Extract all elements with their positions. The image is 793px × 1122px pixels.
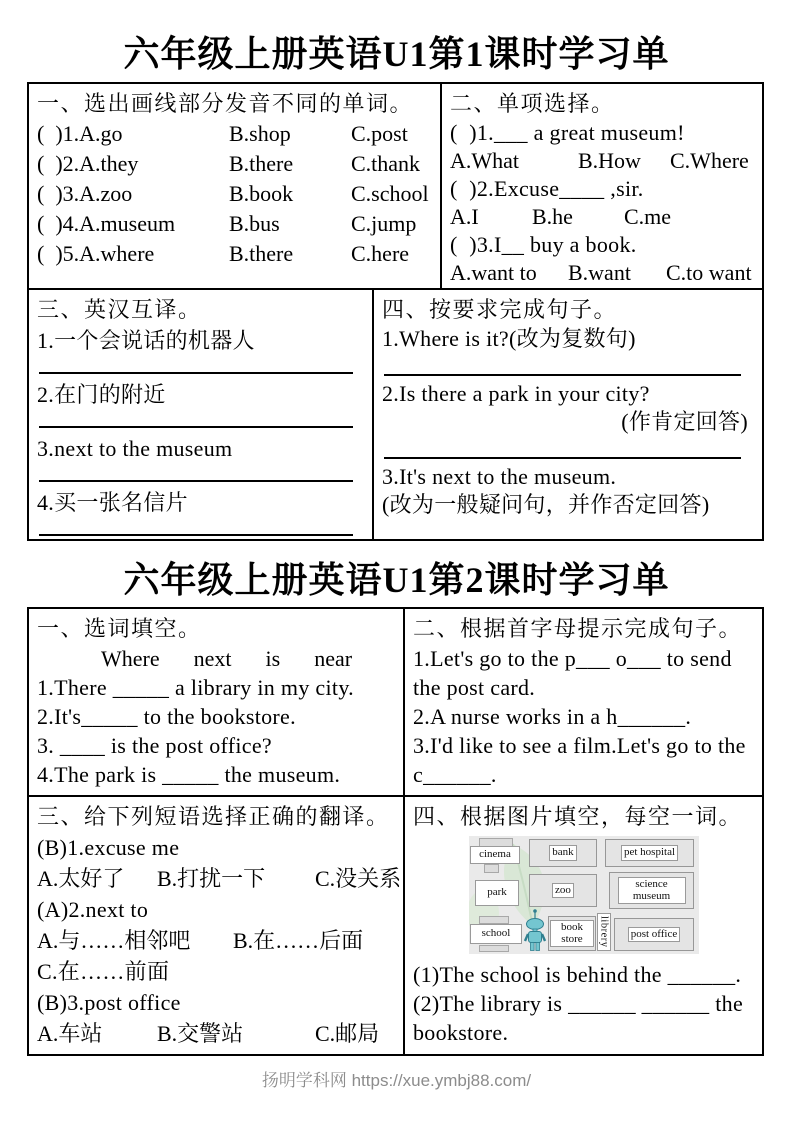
map-label-bank: bank bbox=[549, 845, 576, 861]
robot-icon bbox=[523, 908, 547, 952]
option-c: C.jump bbox=[351, 211, 417, 236]
answer-blank bbox=[384, 436, 741, 459]
worksheet1-table bbox=[27, 82, 764, 541]
translation-item: 2.在门的附近 bbox=[37, 382, 166, 407]
map-label-science-museum: science museum bbox=[618, 877, 686, 904]
option-c: C.post bbox=[351, 121, 408, 146]
map-label-library: librery bbox=[597, 913, 611, 951]
worksheet2-row2 bbox=[29, 795, 762, 1056]
section-picture-fill-header: 四、根据图片填空，每空一词。 bbox=[413, 804, 743, 829]
pet-hospital-building bbox=[605, 839, 694, 867]
option-b: B.bus bbox=[229, 211, 280, 236]
worksheet1-row1 bbox=[29, 84, 762, 288]
section-phonics bbox=[29, 84, 442, 288]
phonics-item bbox=[37, 239, 432, 269]
map-building bbox=[484, 864, 499, 873]
option-a: A.want to bbox=[450, 260, 537, 285]
option-b: B.he bbox=[532, 204, 573, 229]
option-a: ( )5.A.where bbox=[37, 241, 155, 266]
option-line bbox=[450, 259, 754, 287]
footer-credit: 扬明学科网 https://xue.ymbj88.com/ bbox=[261, 1071, 532, 1090]
section-phonics-header: 一、选出画线部分发音不同的单词。 bbox=[37, 91, 414, 116]
option-a: A.太好了 bbox=[37, 866, 125, 891]
post-office-building bbox=[614, 918, 694, 951]
phrase-line: (A)2.next to bbox=[37, 897, 149, 922]
town-map bbox=[469, 836, 699, 954]
translation-item: 3.next to the museum bbox=[37, 436, 233, 461]
option-a: A.车站 bbox=[37, 1021, 103, 1046]
question-note: (改为一般疑问句，并作否定回答) bbox=[382, 492, 710, 517]
option-a: A.What bbox=[450, 148, 520, 173]
section-multiple-choice-header: 二、单项选择。 bbox=[450, 91, 615, 116]
option-b: B.want bbox=[568, 260, 631, 285]
option-line bbox=[37, 863, 402, 894]
phrase-line: (B)1.excuse me bbox=[37, 835, 180, 860]
translation-item: 4.买一张名信片 bbox=[37, 490, 188, 515]
answer-blank bbox=[384, 353, 741, 376]
science-museum-building bbox=[609, 872, 694, 909]
fill-item: 2.It's_____ to the bookstore. bbox=[37, 704, 296, 729]
option-a: ( )1.A.go bbox=[37, 121, 123, 146]
section-word-fill-header: 一、选词填空。 bbox=[37, 616, 202, 641]
section-phrase-translation bbox=[29, 797, 405, 1056]
option-b: B.there bbox=[229, 241, 294, 266]
question-line: 2.Is there a park in your city? bbox=[382, 381, 650, 406]
fill-item: 4.The park is _____ the museum. bbox=[37, 762, 341, 787]
map-label-school: school bbox=[470, 924, 522, 944]
word-bank-item: near bbox=[314, 646, 353, 671]
answer-blank bbox=[384, 519, 741, 541]
section-picture-fill bbox=[405, 797, 762, 1056]
sentence-item: 2.A nurse works in a h______. bbox=[413, 704, 692, 729]
answer-blank bbox=[39, 518, 353, 536]
option-line bbox=[37, 925, 395, 956]
answer-blank bbox=[39, 356, 353, 374]
option-b: B.there bbox=[229, 151, 294, 176]
question-line: ( )1.___ a great museum! bbox=[450, 120, 685, 145]
worksheet2-row1 bbox=[29, 609, 762, 795]
section-phrase-translation-header: 三、给下列短语选择正确的翻译。 bbox=[37, 804, 390, 829]
option-b: B.交警站 bbox=[157, 1021, 244, 1046]
option-c: C.邮局 bbox=[315, 1021, 380, 1046]
option-a: ( )3.A.zoo bbox=[37, 181, 133, 206]
worksheet1-row2 bbox=[29, 288, 762, 541]
map-label-park: park bbox=[475, 880, 519, 906]
option-a: A.I bbox=[450, 204, 479, 229]
section-first-letter-header: 二、根据首字母提示完成句子。 bbox=[413, 616, 743, 641]
question-note: (作肯定回答) bbox=[621, 409, 748, 434]
map-label-pet-hospital: pet hospital bbox=[621, 845, 678, 861]
worksheet2-table bbox=[27, 607, 764, 1056]
fill-item: 1.There _____ a library in my city. bbox=[37, 675, 354, 700]
section-first-letter bbox=[405, 609, 762, 795]
word-bank bbox=[37, 644, 395, 673]
worksheet2-title: 六年级上册英语U1第2课时学习单 bbox=[123, 560, 670, 600]
phrase-line: (B)3.post office bbox=[37, 990, 181, 1015]
option-c: C.to want bbox=[666, 260, 752, 285]
option-a: ( )4.A.museum bbox=[37, 211, 176, 236]
option-c: C.没关系 bbox=[315, 866, 402, 891]
map-label-book-store: book store bbox=[550, 920, 594, 947]
option-b: B.How bbox=[578, 148, 641, 173]
map-building bbox=[479, 916, 509, 924]
option-c: C.school bbox=[351, 181, 429, 206]
section-translation bbox=[29, 290, 374, 541]
section-word-fill bbox=[29, 609, 405, 795]
option-b: B.打扰一下 bbox=[157, 866, 266, 891]
word-bank-item: next bbox=[193, 646, 232, 671]
option-b: B.在……后面 bbox=[233, 928, 364, 953]
word-bank-item: is bbox=[265, 646, 281, 671]
option-c: C.me bbox=[624, 204, 672, 229]
question-line: ( )2.Excuse____ ,sir. bbox=[450, 176, 644, 201]
section-translation-header: 三、英汉互译。 bbox=[37, 297, 202, 322]
phonics-item bbox=[37, 149, 432, 179]
option-b: B.shop bbox=[229, 121, 291, 146]
word-bank-item: Where bbox=[101, 646, 160, 671]
section-multiple-choice bbox=[442, 84, 762, 288]
option-c: C.Where bbox=[670, 148, 749, 173]
bank-building bbox=[529, 839, 597, 867]
phonics-item bbox=[37, 179, 432, 209]
answer-blank bbox=[39, 410, 353, 428]
question-line: 3.It's next to the museum. bbox=[382, 464, 617, 489]
option-a: A.与……相邻吧 bbox=[37, 928, 191, 953]
sentence-item: 3.I'd like to see a film.Let's go to the c______. bbox=[413, 733, 752, 787]
map-label-zoo: zoo bbox=[552, 883, 574, 899]
answer-blank bbox=[39, 464, 353, 482]
map-label-post-office: post office bbox=[628, 927, 681, 943]
phonics-item bbox=[37, 209, 432, 239]
option-c: C.在……前面 bbox=[37, 959, 170, 984]
option-line bbox=[450, 203, 754, 231]
section-sentence-rewrite bbox=[374, 290, 762, 541]
option-line bbox=[37, 1018, 395, 1049]
option-c: C.here bbox=[351, 241, 410, 266]
option-c: C.thank bbox=[351, 151, 421, 176]
worksheet1-title: 六年级上册英语U1第1课时学习单 bbox=[123, 34, 670, 74]
option-line bbox=[450, 147, 754, 175]
section-sentence-rewrite-header: 四、按要求完成句子。 bbox=[382, 297, 618, 322]
option-b: B.book bbox=[229, 181, 294, 206]
translation-item: 1.一个会说话的机器人 bbox=[37, 328, 255, 353]
picture-question: (1)The school is behind the ______. bbox=[413, 962, 742, 987]
map-label-cinema: cinema bbox=[470, 846, 520, 864]
option-a: ( )2.A.they bbox=[37, 151, 139, 176]
sentence-item: 1.Let's go to the p___ o___ to send the post card. bbox=[413, 646, 738, 700]
picture-question: (2)The library is ______ ______ the bookstore. bbox=[413, 991, 749, 1045]
question-line: 1.Where is it?(改为复数句) bbox=[382, 326, 636, 351]
map-building bbox=[479, 945, 509, 952]
zoo-building bbox=[529, 874, 597, 907]
phonics-item bbox=[37, 119, 432, 149]
fill-item: 3. ____ is the post office? bbox=[37, 733, 272, 758]
book-store-building bbox=[548, 916, 596, 951]
question-line: ( )3.I__ buy a book. bbox=[450, 232, 637, 257]
